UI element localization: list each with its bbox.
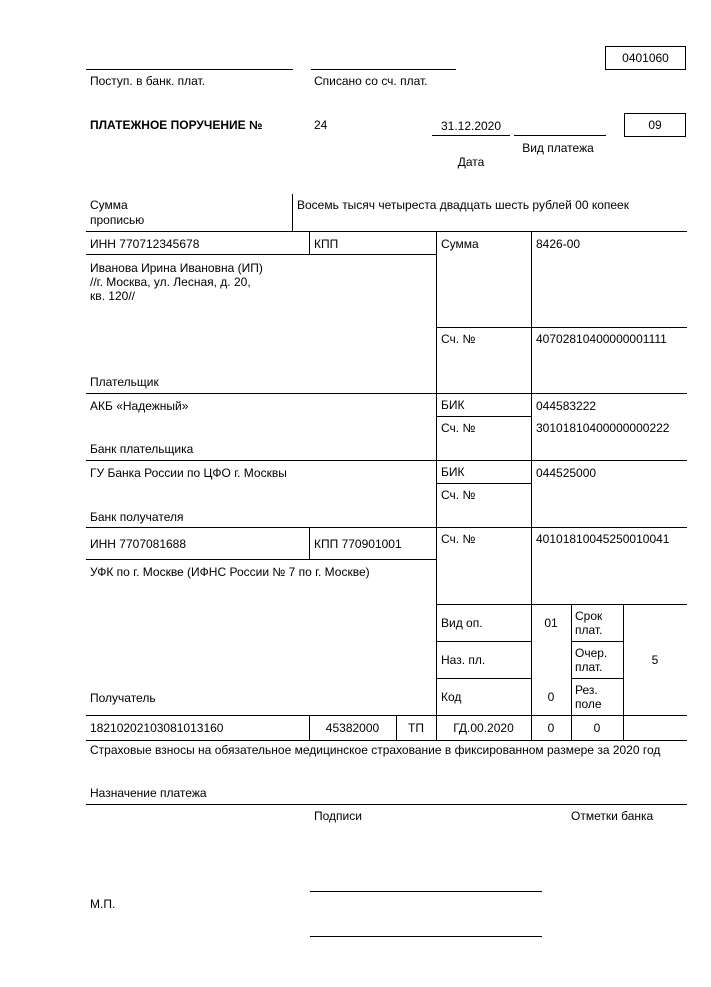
op-row1-line-right	[571, 641, 623, 642]
line-recipient-bank-bottom	[86, 527, 687, 528]
payer-label: Плательщик	[90, 375, 159, 389]
recipient-inn-bottom-line	[86, 559, 436, 560]
op-row2-line-right	[571, 678, 623, 679]
reserve-label-1: Рез.	[575, 683, 598, 697]
date-label: Дата	[457, 155, 485, 169]
recipient-bank-bik-line	[436, 483, 531, 484]
payer-account-label: Сч. №	[441, 332, 476, 346]
code-label: Код	[441, 690, 462, 704]
stamp-label: М.П.	[90, 897, 116, 911]
line-tax-bottom	[86, 740, 687, 741]
line-recipient-bottom	[86, 715, 687, 716]
debited-label: Списано со сч. плат.	[314, 74, 428, 88]
recipient-label: Получатель	[90, 691, 156, 705]
tax-basis[interactable]: ТП	[408, 721, 424, 735]
op-type-label: Вид оп.	[441, 616, 483, 630]
payer-bank-bik-label: БИК	[441, 398, 465, 412]
signatures-label: Подписи	[314, 809, 362, 823]
payer-bank-label: Банк плательщика	[90, 442, 194, 456]
payer-inn-kpp-divider	[309, 231, 310, 254]
op-row2-line-left	[436, 678, 531, 679]
payment-type-line	[514, 135, 606, 136]
code-value[interactable]: 0	[547, 690, 555, 704]
due-label-1: Срок	[575, 609, 603, 623]
operation-top-line	[436, 604, 687, 605]
order-number[interactable]: 24	[314, 118, 328, 132]
payer-account[interactable]: 40702810400000001111	[536, 332, 667, 346]
value-column-divider	[531, 231, 532, 604]
status-code: 09	[648, 118, 662, 132]
line-payer-bottom	[86, 393, 687, 394]
priority-value[interactable]: 5	[651, 653, 659, 667]
recipient-inn[interactable]: ИНН 7707081688	[90, 537, 187, 551]
page-title: ПЛАТЕЖНОЕ ПОРУЧЕНИЕ №	[90, 118, 263, 132]
order-date[interactable]: 31.12.2020	[440, 119, 502, 133]
payer-name-line-3: кв. 120//	[90, 289, 135, 303]
priority-label-2: плат.	[575, 660, 603, 674]
payer-bank-account[interactable]: 30101810400000000222	[536, 421, 670, 435]
amount-bottom-line	[436, 327, 687, 328]
line-purpose-bottom	[86, 804, 687, 805]
tax-doc-number[interactable]: 0	[547, 721, 555, 735]
payer-amount[interactable]: 8426-00	[536, 237, 581, 251]
tax-period[interactable]: ГД.00.2020	[453, 721, 514, 735]
recipient-account-label: Сч. №	[441, 532, 476, 546]
line-payer-bank-bottom	[86, 460, 687, 461]
tax-kbk[interactable]: 18210202103081013160	[90, 721, 224, 735]
amount-words-divider	[292, 194, 293, 231]
payer-inn[interactable]: ИНН 770712345678	[90, 237, 200, 251]
recipient-inn-kpp-divider	[309, 527, 310, 559]
payment-type-label: Вид платежа	[522, 141, 594, 155]
amount-words-label-1: Сумма	[90, 198, 128, 212]
recipient-bank-bik[interactable]: 044525000	[536, 466, 597, 480]
op-row1-line-left	[436, 641, 531, 642]
op-value2-divider	[623, 604, 624, 740]
payer-name-line-2: //г. Москва, ул. Лесная, д. 20,	[90, 275, 251, 289]
recipient-bank-account-label: Сч. №	[441, 488, 476, 502]
payer-name-line-1: Иванова Ирина Ивановна (ИП)	[90, 261, 263, 275]
payer-amount-label: Сумма	[441, 237, 479, 251]
signature-line-2[interactable]	[310, 936, 542, 937]
recipient-bank-bik-label: БИК	[441, 465, 465, 479]
payer-bank-account-label: Сч. №	[441, 421, 476, 435]
purpose-label: Назначение платежа	[90, 786, 207, 800]
signature-line-1[interactable]	[310, 891, 542, 892]
amount-words-value[interactable]: Восемь тысяч четыреста двадцать шесть рублей 00 копеек	[297, 198, 629, 212]
purpose-text[interactable]: Страховые взносы на обязательное медицинское страхование в фиксированном размере за 2020 год	[90, 743, 661, 757]
middle-column-divider	[436, 231, 437, 740]
recipient-bank-name[interactable]: ГУ Банка России по ЦФО г. Москвы	[90, 466, 287, 480]
received-line	[86, 69, 293, 70]
date-line	[432, 135, 510, 136]
payer-bank-bik-line	[436, 416, 531, 417]
reserve-label-2: поле	[575, 697, 602, 711]
recipient-name[interactable]: УФК по г. Москве (ИФНС России № 7 по г. Москве)	[90, 565, 370, 579]
debited-line	[311, 69, 456, 70]
status-code-box[interactable]	[624, 113, 686, 137]
due-label-2: плат.	[575, 623, 603, 637]
recipient-account[interactable]: 40101810045250010041	[536, 532, 670, 546]
tax-oktmo[interactable]: 45382000	[325, 721, 380, 735]
bank-marks-label: Отметки банка	[571, 809, 654, 823]
form-code: 0401060	[622, 51, 669, 65]
recipient-bank-label: Банк получателя	[90, 510, 184, 524]
payer-bank-name[interactable]: АКБ «Надежный»	[90, 399, 189, 413]
payer-bank-bik[interactable]: 044583222	[536, 399, 597, 413]
payer-kpp[interactable]: КПП	[314, 237, 339, 251]
op-label2-divider	[571, 604, 572, 740]
priority-label-1: Очер.	[575, 646, 608, 660]
payer-inn-bottom-line	[86, 254, 436, 255]
form-code-box	[605, 46, 686, 70]
amount-words-label-2: прописью	[90, 213, 145, 227]
purpose-code-label: Наз. пл.	[441, 653, 486, 667]
line-amount-words-bottom	[86, 231, 687, 232]
tax-doc-date[interactable]: 0	[593, 721, 601, 735]
recipient-kpp[interactable]: КПП 770901001	[314, 537, 402, 551]
received-label: Поступ. в банк. плат.	[90, 74, 206, 88]
op-type[interactable]: 01	[544, 616, 558, 630]
